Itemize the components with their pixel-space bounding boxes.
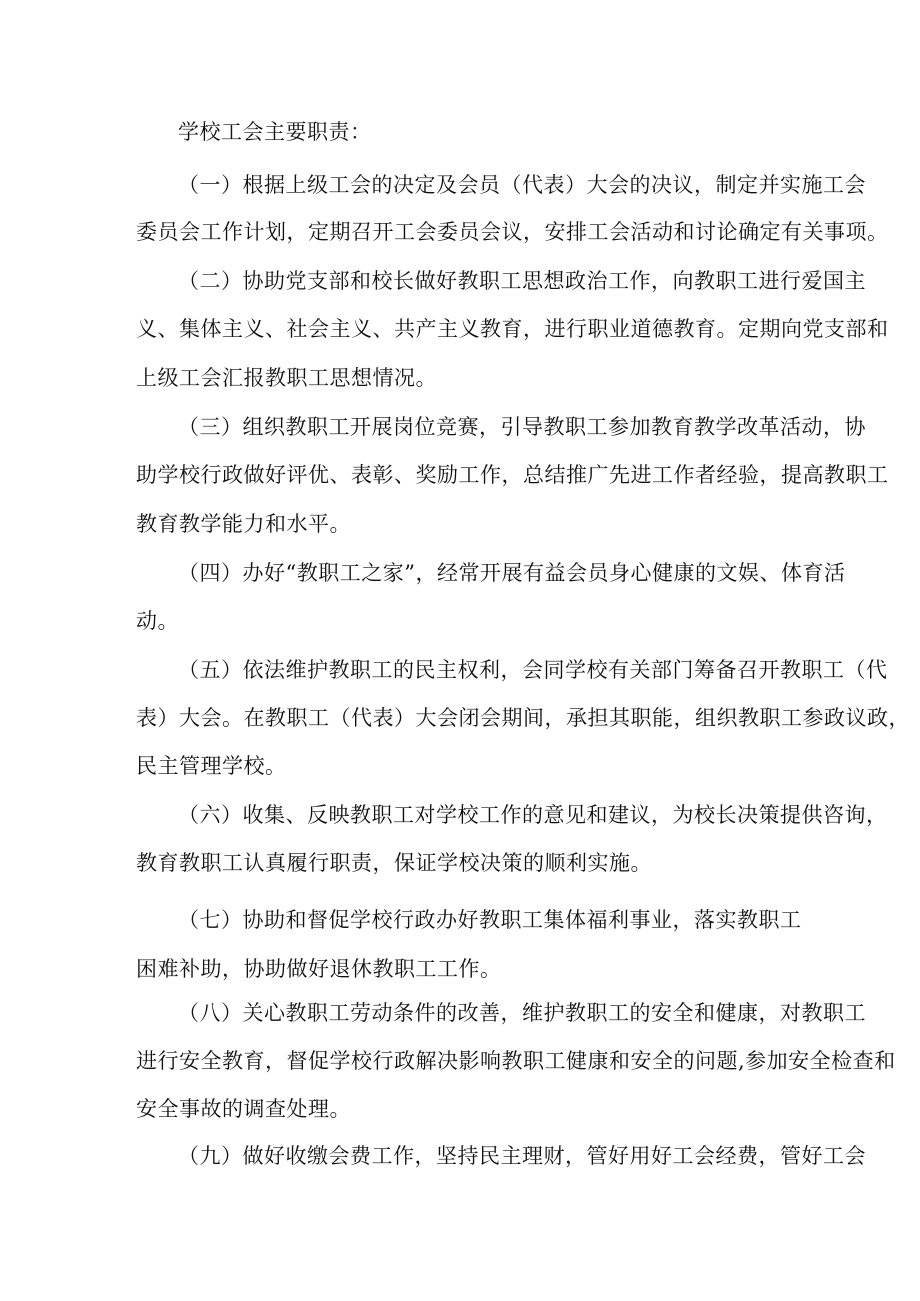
item-5-line-3: 民主管理学校。 (136, 754, 287, 778)
item-2-line-1: （二）协助党支部和校长做好教职工思想政治工作，向教职工进行爱国主 (178, 269, 866, 293)
item-2-line-2: 义、集体主义、社会主义、共产主义教育，进行职业道德教育。定期向党支部和 (136, 317, 889, 341)
item-6-line-2: 教育教职工认真履行职责，保证学校决策的顺利实施。 (136, 851, 652, 875)
item-3-line-2: 助学校行政做好评优、表彰、奖励工作，总结推广先进工作者经验，提高教职工 (136, 463, 889, 487)
item-5-line-2: 表）大会。在教职工（代表）大会闭会期间，承担其职能，组织教职工参政议政， (136, 706, 910, 730)
item-1-line-2: 委员会工作计划，定期召开工会委员会议，安排工会活动和讨论确定有关事项。 (136, 220, 889, 244)
item-6-line-1: （六）收集、反映教职工对学校工作的意见和建议，为校长决策提供咨询， (178, 803, 888, 827)
item-9-line-1: （九）做好收缴会费工作，坚持民主理财，管好用好工会经费，管好工会 (178, 1144, 866, 1168)
item-8-line-1: （八）关心教职工劳动条件的改善，维护教职工的安全和健康，对教职工 (178, 1001, 866, 1025)
item-7-line-2: 困难补助，协助做好退休教职工工作。 (136, 957, 502, 981)
item-4-line-1: （四）办好“教职工之家”，经常开展有益会员身心健康的文娱、体育活 (178, 561, 846, 585)
item-2-line-3: 上级工会汇报教职工思想情况。 (136, 366, 437, 390)
document-heading: 学校工会主要职责： (178, 120, 372, 144)
item-4-line-2: 动。 (136, 609, 179, 633)
item-5-line-1: （五）依法维护教职工的民主权利，会同学校有关部门筹备召开教职工（代 (178, 658, 888, 682)
item-8-line-2: 进行安全教育，督促学校行政解决影响教职工健康和安全的问题,参加安全检查和 (136, 1049, 896, 1073)
item-3-line-1: （三）组织教职工开展岗位竞赛，引导教职工参加教育教学改革活动，协 (178, 415, 866, 439)
item-3-line-3: 教育教学能力和水平。 (136, 512, 351, 536)
item-7-line-1: （七）协助和督促学校行政办好教职工集体福利事业，落实教职工 (178, 908, 802, 932)
item-1-line-1: （一）根据上级工会的决定及会员（代表）大会的决议，制定并实施工会 (178, 173, 866, 197)
item-8-line-3: 安全事故的调查处理。 (136, 1097, 351, 1121)
